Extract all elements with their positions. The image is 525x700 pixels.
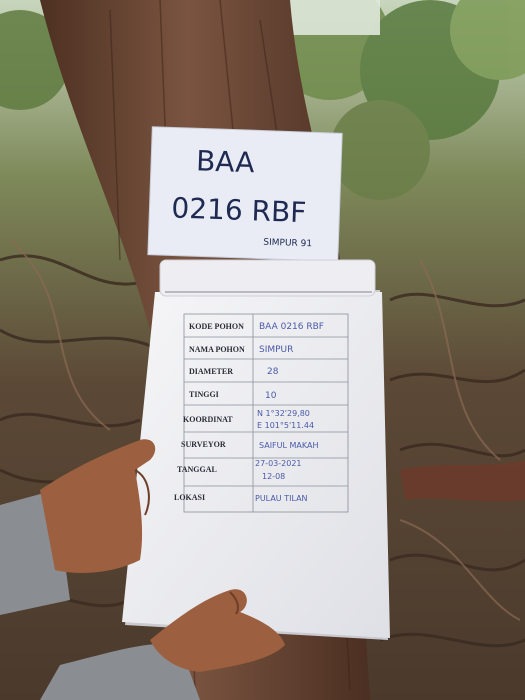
sky-patch — [280, 0, 380, 35]
form-label-diameter: DIAMETER — [189, 367, 234, 376]
form-value-tanggal: 27-03-2021 — [255, 459, 302, 468]
form-value-nama: SIMPUR — [259, 345, 294, 355]
form-value-kode: BAA 0216 RBF — [259, 322, 324, 332]
notepad — [122, 260, 390, 640]
form-value-koordinat-e: E 101°5'11.44 — [257, 421, 315, 430]
form-label-tinggi: TINGGI — [189, 390, 219, 399]
form-label-lokasi: LOKASI — [174, 493, 206, 502]
form-label-nama: NAMA POHON — [189, 345, 245, 354]
notepad-binding — [160, 260, 375, 296]
form-label-surveyor: SURVEYOR — [181, 440, 226, 449]
tag-note: SIMPUR 91 — [263, 237, 313, 250]
form-value-lokasi: PULAU TILAN — [255, 494, 308, 503]
form-value-surveyor: SAIFUL MAKAH — [259, 441, 319, 450]
form-value-tinggi: 10 — [265, 391, 277, 401]
form-label-tanggal: TANGGAL — [177, 465, 217, 474]
tree-tag — [148, 127, 342, 262]
form-value-diameter: 28 — [267, 367, 279, 377]
tag-line2: 0216 RBF — [170, 191, 307, 230]
form-label-koordinat: KOORDINAT — [183, 415, 233, 424]
form-value-tanggal-time: 12-08 — [262, 472, 286, 481]
tag-line1: BAA — [195, 144, 256, 180]
form-value-koordinat-n: N 1°32'29,80 — [257, 409, 310, 418]
form-label-kode: KODE POHON — [189, 322, 244, 331]
